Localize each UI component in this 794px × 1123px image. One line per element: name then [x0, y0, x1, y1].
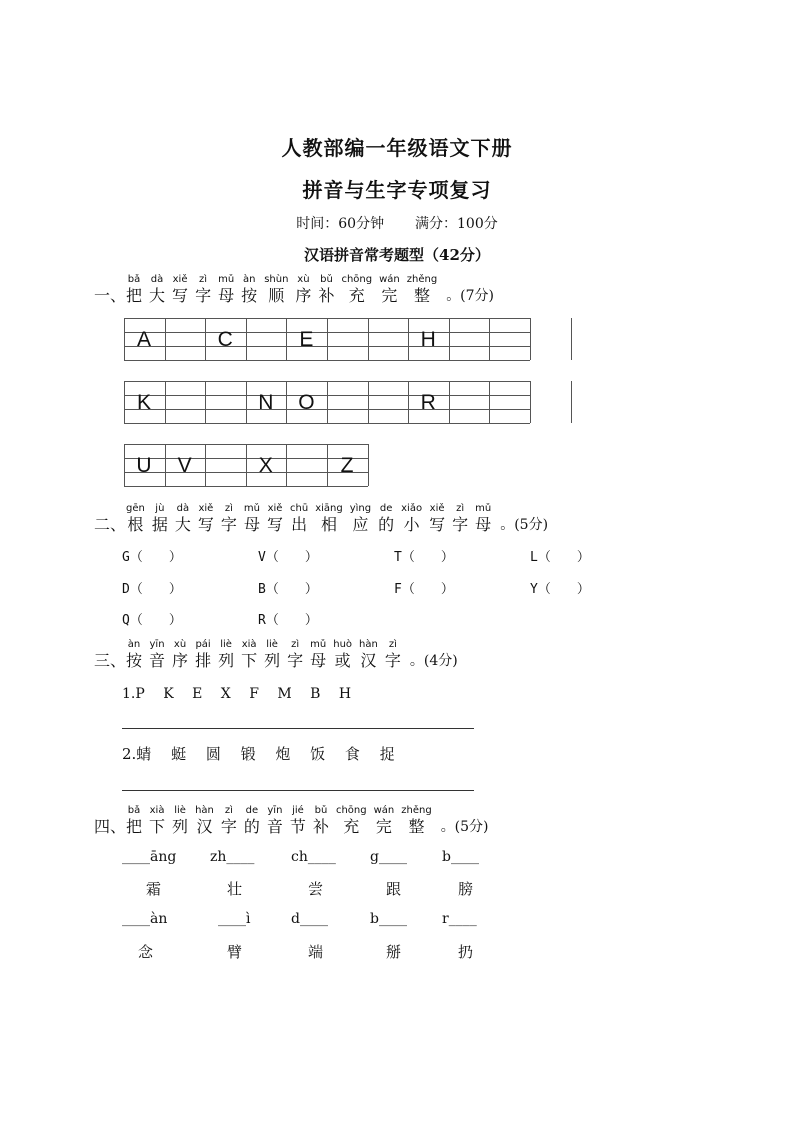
hanzi-char: 音: [149, 651, 166, 670]
target-char: 臂: [227, 943, 243, 961]
grid-divider: [449, 381, 450, 423]
pinyin-syllable: àn: [242, 274, 256, 285]
pinyin-syllable: jié: [292, 805, 304, 816]
alphabet-grid-row-2: [124, 381, 530, 423]
pinyin-syllable: xiāng: [315, 503, 343, 514]
pinyin-char: [407, 274, 437, 306]
pinyin-char: [244, 805, 260, 837]
pinyin-syllable: zì: [224, 503, 233, 514]
pinyin-char: [378, 503, 394, 535]
pinyin-syllable: gēn: [126, 503, 145, 514]
pinyin-syllable: liè: [220, 639, 232, 650]
pinyin-char: [264, 639, 280, 671]
q3-heading: [94, 639, 458, 671]
q4-pinyin-chars: [126, 805, 439, 837]
target-char: 霜: [146, 880, 162, 898]
pinyin-syllable: mǔ: [243, 503, 261, 514]
grid-divider: [489, 318, 490, 360]
pinyin-blank[interactable]: r____: [442, 911, 477, 927]
q2-heading: [94, 503, 548, 535]
hanzi-char: 据: [151, 515, 168, 534]
grid-divider: [246, 318, 247, 360]
q3-char-list: 2.蜻 蜓 圆 锻 炮 饭 食 捉: [122, 745, 395, 763]
q4-heading: [94, 805, 489, 837]
pinyin-char: [287, 639, 303, 671]
grid-letter: Z: [340, 454, 354, 477]
pinyin-char: [172, 639, 188, 671]
pinyin-char: [152, 503, 168, 535]
pinyin-char: [475, 503, 491, 535]
pinyin-char: [126, 503, 145, 535]
pinyin-syllable: shùn: [264, 274, 289, 285]
grid-divider: [368, 444, 369, 486]
pinyin-char: [241, 639, 257, 671]
grid-letter: N: [258, 391, 274, 414]
hanzi-char: 母: [310, 651, 327, 670]
pinyin-syllable: wán: [379, 274, 400, 285]
pinyin-syllable: zì: [224, 805, 233, 816]
hanzi-char: 把: [126, 286, 143, 305]
pinyin-syllable: xiě: [172, 274, 188, 285]
hanzi-char: 字: [452, 515, 469, 534]
pinyin-char: [218, 274, 234, 306]
hanzi-char: 序: [295, 286, 312, 305]
grid-divider: [327, 381, 328, 423]
pinyin-syllable: chōng: [341, 274, 373, 285]
pinyin-char: [195, 805, 214, 837]
grid-divider: [205, 381, 206, 423]
page-title: 人教部编一年级语文下册: [281, 136, 513, 160]
q1-number: 一、: [94, 286, 127, 305]
pinyin-char: [149, 639, 165, 671]
hanzi-char: 大: [174, 515, 191, 534]
pinyin-syllable: dà: [176, 503, 190, 514]
pinyin-char: [244, 503, 260, 535]
pinyin-syllable: xiě: [198, 503, 214, 514]
pinyin-char: [310, 639, 326, 671]
q2-item[interactable]: G（ ）: [122, 550, 182, 565]
pinyin-blank[interactable]: ____āng: [122, 849, 177, 865]
pinyin-syllable: huò: [333, 639, 353, 650]
pinyin-char: [379, 274, 400, 306]
pinyin-syllable: xù: [173, 639, 187, 650]
pinyin-char: [218, 639, 234, 671]
hanzi-char: 充: [348, 286, 365, 305]
q2-pinyin-chars: [126, 503, 498, 535]
target-char: 端: [308, 943, 324, 961]
target-char: 尝: [308, 880, 324, 898]
pinyin-syllable: pái: [195, 639, 211, 650]
q3-letter-list: 1.P K E X F M B H: [122, 686, 352, 702]
q1-heading: [94, 274, 494, 306]
pinyin-blank[interactable]: b____: [442, 849, 479, 865]
hanzi-char: 按: [241, 286, 258, 305]
hanzi-char: 母: [218, 286, 235, 305]
hanzi-char: 列: [264, 651, 281, 670]
hanzi-char: 下: [149, 817, 166, 836]
hanzi-char: 出: [291, 515, 308, 534]
pinyin-char: [313, 805, 329, 837]
q1-score: 。(7分): [446, 288, 495, 304]
q2-item[interactable]: Q（ ）: [122, 613, 182, 628]
pinyin-syllable: zì: [456, 503, 465, 514]
target-char: 壮: [227, 880, 243, 898]
grid-divider: [368, 318, 369, 360]
pinyin-syllable: mǔ: [218, 274, 235, 285]
pinyin-char: [401, 805, 431, 837]
q4-score: 。(5分): [440, 819, 489, 835]
grid-divider: [205, 444, 206, 486]
grid-line: [124, 360, 530, 361]
pinyin-char: [264, 274, 288, 306]
pinyin-syllable: zhěng: [401, 805, 432, 816]
hanzi-char: 完: [381, 286, 398, 305]
pinyin-blank[interactable]: ____àn: [122, 911, 168, 927]
hanzi-char: 汉: [360, 651, 377, 670]
hanzi-char: 序: [172, 651, 189, 670]
grid-divider: [327, 318, 328, 360]
grid-divider: [530, 381, 531, 423]
hanzi-char: 下: [241, 651, 258, 670]
section-title: 汉语拼音常考题型（42分）: [304, 246, 490, 264]
hanzi-char: 完: [375, 817, 392, 836]
q2-item[interactable]: V（ ）: [258, 550, 318, 565]
q2-score: 。(5分): [500, 517, 549, 533]
pinyin-char: [452, 503, 468, 535]
pinyin-blank[interactable]: g____: [370, 849, 407, 865]
pinyin-char: [126, 805, 142, 837]
hanzi-char: 顺: [268, 286, 285, 305]
pinyin-char: [290, 805, 306, 837]
pinyin-char: [341, 274, 372, 306]
q2-number: 二、: [94, 515, 127, 534]
pinyin-syllable: bǔ: [314, 805, 328, 816]
exam-meta: [0, 213, 794, 233]
pinyin-syllable: xià: [149, 805, 165, 816]
target-char: 念: [138, 943, 154, 961]
target-char: 跟: [386, 880, 402, 898]
q3-answer-line-2[interactable]: [122, 790, 474, 791]
hanzi-char: 写: [172, 286, 189, 305]
pinyin-char: [315, 503, 343, 535]
grid-letter: O: [298, 391, 315, 414]
q4-number: 四、: [94, 817, 127, 836]
q3-answer-line-1[interactable]: [122, 728, 474, 729]
hanzi-char: 节: [289, 817, 306, 836]
grid-divider: [571, 381, 572, 423]
hanzi-char: 字: [220, 817, 237, 836]
pinyin-syllable: yìng: [349, 503, 372, 514]
pinyin-char: [172, 805, 188, 837]
grid-line: [124, 423, 530, 424]
pinyin-syllable: hàn: [359, 639, 378, 650]
pinyin-syllable: jù: [155, 503, 165, 514]
pinyin-char: [221, 503, 237, 535]
pinyin-syllable: bǔ: [320, 274, 333, 285]
q2-item[interactable]: R（ ）: [258, 613, 318, 628]
hanzi-char: 补: [318, 286, 335, 305]
hanzi-char: 写: [429, 515, 446, 534]
q3-number: 三、: [94, 651, 127, 670]
pinyin-char: [195, 639, 211, 671]
pinyin-syllable: xù: [297, 274, 310, 285]
hanzi-char: 母: [243, 515, 260, 534]
pinyin-char: [175, 503, 191, 535]
hanzi-char: 小: [403, 515, 420, 534]
grid-letter: V: [177, 454, 192, 477]
grid-divider: [165, 381, 166, 423]
grid-divider: [449, 318, 450, 360]
hanzi-char: 母: [475, 515, 492, 534]
pinyin-syllable: mǔ: [310, 639, 327, 650]
hanzi-char: 汉: [196, 817, 213, 836]
pinyin-char: [295, 274, 311, 306]
pinyin-char: [359, 639, 378, 671]
hanzi-char: 列: [172, 817, 189, 836]
grid-letter: E: [299, 328, 314, 351]
pinyin-char: [290, 503, 308, 535]
grid-letter: X: [258, 454, 273, 477]
pinyin-char: [401, 503, 422, 535]
pinyin-char: [149, 274, 165, 306]
pinyin-syllable: yīn: [267, 805, 283, 816]
q2-item[interactable]: F（ ）: [394, 582, 454, 597]
pinyin-char: [221, 805, 237, 837]
q2-item[interactable]: Y（ ）: [530, 582, 590, 597]
pinyin-syllable: de: [379, 503, 393, 514]
hanzi-char: 应: [352, 515, 369, 534]
pinyin-blank[interactable]: ch____: [291, 849, 336, 865]
pinyin-syllable: hàn: [195, 805, 214, 816]
grid-letter: K: [136, 391, 151, 414]
pinyin-char: [126, 639, 142, 671]
pinyin-syllable: liè: [266, 639, 278, 650]
pinyin-char: [333, 639, 352, 671]
alphabet-grid-row-1: [124, 318, 530, 360]
pinyin-syllable: yīn: [149, 639, 165, 650]
hanzi-char: 列: [218, 651, 235, 670]
q2-item[interactable]: D（ ）: [122, 582, 182, 597]
pinyin-blank[interactable]: b____: [370, 911, 407, 927]
q2-item[interactable]: B（ ）: [258, 582, 318, 597]
hanzi-char: 的: [243, 817, 260, 836]
pinyin-syllable: àn: [127, 639, 141, 650]
pinyin-syllable: xià: [241, 639, 257, 650]
pinyin-char: [267, 805, 283, 837]
hanzi-char: 字: [195, 286, 212, 305]
grid-letter: R: [420, 391, 436, 414]
pinyin-syllable: mǔ: [475, 503, 492, 514]
pinyin-char: [198, 503, 214, 535]
pinyin-char: [149, 805, 165, 837]
hanzi-char: 写: [267, 515, 284, 534]
hanzi-char: 相: [320, 515, 337, 534]
hanzi-char: 充: [343, 817, 360, 836]
pinyin-char: [195, 274, 211, 306]
q3-score: 。(4分): [409, 653, 458, 669]
pinyin-syllable: wán: [373, 805, 395, 816]
pinyin-char: [126, 274, 142, 306]
hanzi-char: 的: [378, 515, 395, 534]
pinyin-syllable: chū: [290, 503, 309, 514]
hanzi-char: 写: [197, 515, 214, 534]
hanzi-char: 字: [220, 515, 237, 534]
target-char: 膀: [458, 880, 474, 898]
pinyin-char: [267, 503, 283, 535]
q2-item[interactable]: L（ ）: [530, 550, 590, 565]
score-label: 满分：100分: [415, 216, 498, 232]
pinyin-syllable: dà: [150, 274, 164, 285]
grid-letter: U: [136, 454, 152, 477]
q3-pinyin-chars: [126, 639, 408, 671]
pinyin-syllable: zì: [388, 639, 397, 650]
pinyin-syllable: chōng: [335, 805, 367, 816]
pinyin-char: [374, 805, 395, 837]
grid-letter: A: [136, 328, 151, 351]
hanzi-char: 字: [384, 651, 401, 670]
pinyin-syllable: liè: [174, 805, 186, 816]
grid-divider: [571, 318, 572, 360]
alphabet-grid-row-3: [124, 444, 368, 486]
target-char: 扔: [458, 943, 474, 961]
grid-divider: [530, 318, 531, 360]
hanzi-char: 音: [266, 817, 283, 836]
pinyin-char: [385, 639, 401, 671]
grid-divider: [286, 444, 287, 486]
hanzi-char: 或: [334, 651, 351, 670]
hanzi-char: 大: [149, 286, 166, 305]
hanzi-char: 字: [287, 651, 304, 670]
pinyin-char: [318, 274, 334, 306]
pinyin-char: [241, 274, 257, 306]
pinyin-blank[interactable]: d____: [291, 911, 328, 927]
hanzi-char: 根: [127, 515, 144, 534]
target-char: 掰: [386, 943, 402, 961]
q1-pinyin-chars: [126, 274, 444, 306]
pinyin-blank[interactable]: ____ì: [218, 911, 251, 927]
grid-divider: [368, 381, 369, 423]
hanzi-char: 整: [413, 286, 430, 305]
pinyin-char: [172, 274, 188, 306]
pinyin-syllable: zhěng: [406, 274, 438, 285]
pinyin-char: [429, 503, 445, 535]
hanzi-char: 按: [126, 651, 143, 670]
grid-letter: H: [420, 328, 436, 351]
grid-divider: [489, 381, 490, 423]
pinyin-syllable: xiě: [429, 503, 445, 514]
hanzi-char: 把: [126, 817, 143, 836]
grid-letter: C: [217, 328, 233, 351]
hanzi-char: 整: [408, 817, 425, 836]
grid-line: [124, 486, 368, 487]
hanzi-char: 补: [312, 817, 329, 836]
pinyin-syllable: zì: [291, 639, 300, 650]
pinyin-char: [350, 503, 371, 535]
hanzi-char: 排: [195, 651, 212, 670]
pinyin-syllable: zì: [199, 274, 208, 285]
pinyin-char: [336, 805, 367, 837]
grid-divider: [165, 318, 166, 360]
pinyin-syllable: xiě: [267, 503, 283, 514]
q2-item[interactable]: T（ ）: [394, 550, 454, 565]
time-label: 时间：60分钟: [296, 216, 385, 232]
pinyin-syllable: xiǎo: [401, 503, 423, 514]
page-subtitle: 拼音与生字专项复习: [302, 178, 492, 202]
pinyin-syllable: bǎ: [127, 805, 141, 816]
pinyin-syllable: bǎ: [127, 274, 141, 285]
pinyin-syllable: de: [245, 805, 259, 816]
pinyin-blank[interactable]: zh____: [210, 849, 255, 865]
